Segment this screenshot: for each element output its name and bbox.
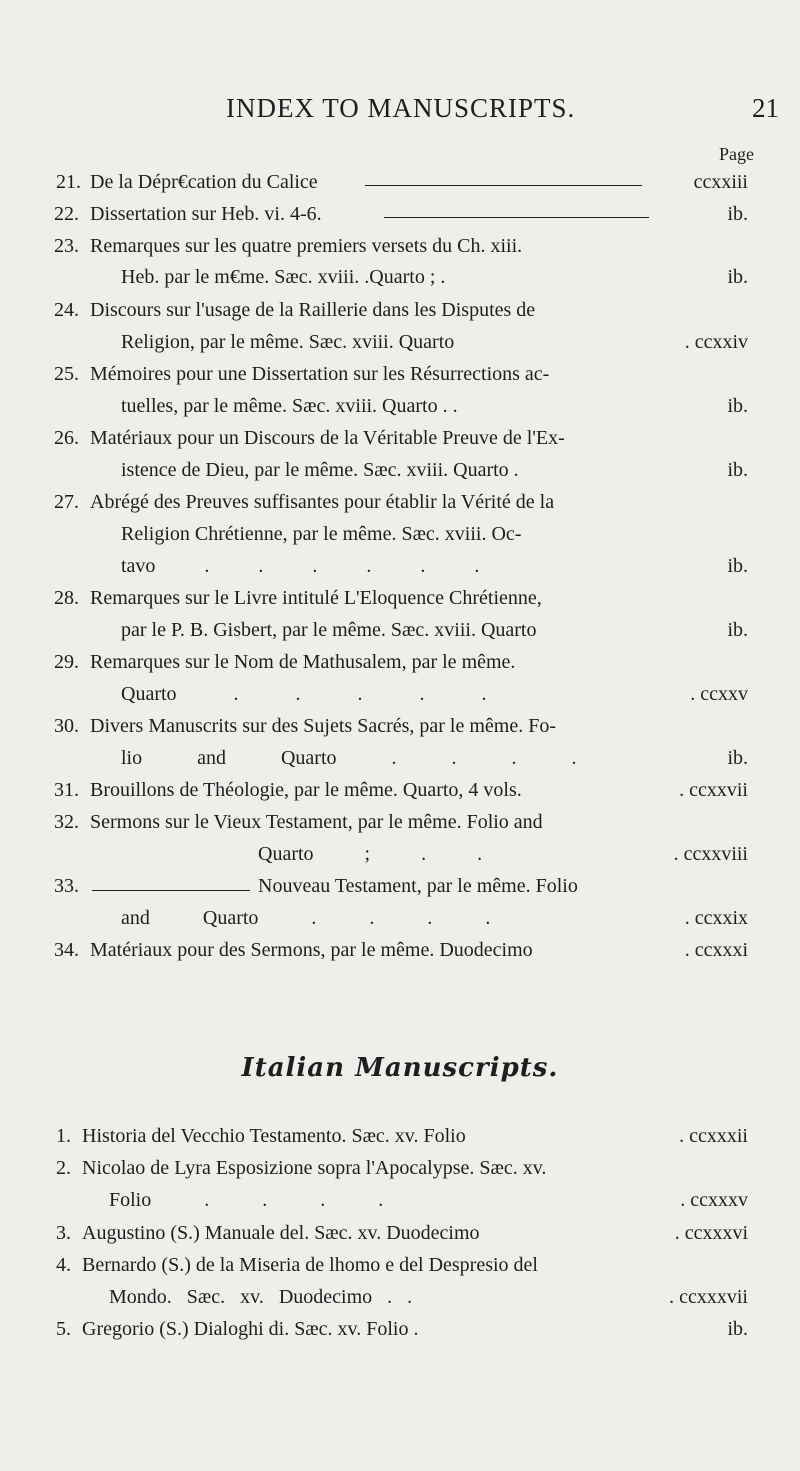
entry-text: lio and Quarto . . . . bbox=[121, 747, 577, 769]
entry-number: 29. bbox=[54, 651, 79, 673]
entry-text: Brouillons de Théologie, par le même. Quarto, 4 vols. bbox=[90, 779, 522, 801]
index-entry bbox=[0, 587, 800, 617]
entry-page: ib. bbox=[727, 395, 748, 417]
entry-text: par le P. B. Gisbert, par le même. Sæc. xviii. Quarto bbox=[121, 619, 537, 641]
entry-page: ib. bbox=[727, 1318, 748, 1340]
entry-page: . ccxxiv bbox=[684, 331, 748, 353]
index-entry-continuation bbox=[0, 907, 800, 937]
entry-text: Religion, par le même. Sæc. xviii. Quarto bbox=[121, 331, 455, 353]
entry-page: ib. bbox=[727, 266, 748, 288]
index-entry bbox=[0, 811, 800, 841]
index-entry bbox=[0, 299, 800, 329]
entry-number: 27. bbox=[54, 491, 79, 513]
entry-text: Matériaux pour un Discours de la Véritable Preuve de l'Ex- bbox=[90, 427, 565, 449]
entry-page: ib. bbox=[727, 619, 748, 641]
entry-text: Divers Manuscrits sur des Sujets Sacrés, par le même. Fo- bbox=[90, 715, 557, 737]
entry-text: tuelles, par le même. Sæc. xviii. Quarto . . bbox=[121, 395, 458, 417]
index-entry-continuation bbox=[0, 395, 800, 425]
index-entry-continuation bbox=[0, 1286, 800, 1316]
entry-text: Remarques sur le Nom de Mathusalem, par le même. bbox=[90, 651, 516, 673]
entry-number: 21. bbox=[56, 171, 81, 193]
entry-text: Heb. par le m€me. Sæc. xviii. .Quarto ; . bbox=[121, 266, 446, 288]
entry-page: . ccxxxvi bbox=[674, 1222, 748, 1244]
entry-number: 33. bbox=[54, 875, 79, 897]
entry-text: Abrégé des Preuves suffisantes pour établir la Vérité de la bbox=[90, 491, 555, 513]
index-entry bbox=[0, 939, 800, 969]
entry-text: Augustino (S.) Manuale del. Sæc. xv. Duodecimo bbox=[82, 1222, 480, 1244]
entry-text: Nicolao de Lyra Esposizione sopra l'Apocalypse. Sæc. xv. bbox=[82, 1157, 547, 1179]
entry-page: ib. bbox=[727, 203, 748, 225]
entry-number: 22. bbox=[54, 203, 79, 225]
index-entry bbox=[0, 651, 800, 681]
entry-text: Mondo. Sæc. xv. Duodecimo . . bbox=[109, 1286, 413, 1308]
entry-text: De la Dépr€cation du Calice bbox=[90, 171, 318, 193]
page-title: INDEX TO MANUSCRIPTS. bbox=[226, 93, 576, 123]
section-heading: Italian Manuscripts. bbox=[241, 1053, 559, 1083]
entry-page: ib. bbox=[727, 555, 748, 577]
index-entry bbox=[0, 1254, 800, 1284]
leader-rule bbox=[384, 217, 649, 218]
entry-number: 28. bbox=[54, 587, 79, 609]
index-entry-continuation bbox=[0, 459, 800, 489]
entry-number: 4. bbox=[56, 1254, 71, 1276]
index-entry-continuation bbox=[0, 331, 800, 361]
entry-text: Matériaux pour des Sermons, par le même. Duodecimo bbox=[90, 939, 533, 961]
entry-number: 31. bbox=[54, 779, 79, 801]
index-entry bbox=[0, 427, 800, 457]
index-entry bbox=[0, 779, 800, 809]
page-column-label: Page bbox=[719, 144, 754, 164]
entry-page: . ccxxxi bbox=[684, 939, 748, 961]
entry-page: . ccxxv bbox=[690, 683, 748, 705]
entry-text: Remarques sur le Livre intitulé L'Eloquence Chrétienne, bbox=[90, 587, 542, 609]
entry-page: . ccxxxv bbox=[680, 1189, 748, 1211]
index-entry bbox=[0, 491, 800, 521]
index-entry bbox=[0, 1157, 800, 1187]
entry-text: Sermons sur le Vieux Testament, par le même. Folio and bbox=[90, 811, 543, 833]
leader-rule bbox=[92, 890, 250, 891]
entry-number: 23. bbox=[54, 235, 79, 257]
entry-number: 25. bbox=[54, 363, 79, 385]
entry-text: tavo . . . . . . bbox=[121, 555, 480, 577]
page-number: 21 bbox=[752, 93, 779, 123]
entry-text: and Quarto . . . . bbox=[121, 907, 491, 929]
entry-number: 5. bbox=[56, 1318, 71, 1340]
entry-number: 34. bbox=[54, 939, 79, 961]
entry-number: 32. bbox=[54, 811, 79, 833]
entry-text: Folio . . . . bbox=[109, 1189, 384, 1211]
entry-number: 2. bbox=[56, 1157, 71, 1179]
entry-text: Dissertation sur Heb. vi. 4-6. bbox=[90, 203, 322, 225]
entry-page: . ccxxix bbox=[684, 907, 748, 929]
entry-text: Bernardo (S.) de la Miseria de lhomo e del Despresio del bbox=[82, 1254, 538, 1276]
entry-page: ib. bbox=[727, 459, 748, 481]
entry-page: ccxxiii bbox=[693, 171, 748, 193]
entry-text: Quarto . . . . . bbox=[121, 683, 487, 705]
index-entry bbox=[0, 715, 800, 745]
entry-text: Religion Chrétienne, par le même. Sæc. xviii. Oc- bbox=[121, 523, 522, 545]
index-entry-continuation bbox=[0, 523, 800, 553]
index-entry-continuation bbox=[0, 747, 800, 777]
index-entry bbox=[0, 1222, 800, 1252]
entry-page: . ccxxvii bbox=[679, 779, 748, 801]
entry-number: 24. bbox=[54, 299, 79, 321]
entry-text: Quarto ; . . bbox=[258, 843, 483, 865]
entry-number: 1. bbox=[56, 1125, 71, 1147]
index-entry-continuation bbox=[0, 843, 800, 873]
index-entry-continuation bbox=[0, 683, 800, 713]
index-entry-continuation bbox=[0, 619, 800, 649]
entry-text: istence de Dieu, par le même. Sæc. xviii. Quarto . bbox=[121, 459, 519, 481]
leader-rule bbox=[365, 185, 642, 186]
index-entry-continuation bbox=[0, 1189, 800, 1219]
running-header bbox=[0, 93, 800, 133]
index-entry bbox=[0, 235, 800, 265]
entry-text: Nouveau Testament, par le même. Folio bbox=[258, 875, 578, 897]
index-entry-continuation bbox=[0, 555, 800, 585]
index-entry bbox=[0, 1318, 800, 1348]
entry-page: ib. bbox=[727, 747, 748, 769]
entry-number: 3. bbox=[56, 1222, 71, 1244]
entry-text: Discours sur l'usage de la Raillerie dans les Disputes de bbox=[90, 299, 536, 321]
index-entry bbox=[0, 1125, 800, 1155]
index-entry-continuation bbox=[0, 266, 800, 296]
entry-text: Remarques sur les quatre premiers versets du Ch. xiii. bbox=[90, 235, 523, 257]
entry-number: 26. bbox=[54, 427, 79, 449]
index-entry bbox=[0, 875, 800, 905]
entry-page: . ccxxxvii bbox=[669, 1286, 748, 1308]
entry-text: Historia del Vecchio Testamento. Sæc. xv. Folio bbox=[82, 1125, 466, 1147]
index-entry bbox=[0, 203, 800, 233]
entry-page: . ccxxviii bbox=[673, 843, 748, 865]
entry-text: Gregorio (S.) Dialoghi di. Sæc. xv. Folio . bbox=[82, 1318, 419, 1340]
entry-page: . ccxxxii bbox=[679, 1125, 748, 1147]
entry-number: 30. bbox=[54, 715, 79, 737]
index-entry bbox=[0, 171, 800, 201]
entry-text: Mémoires pour une Dissertation sur les Résurrections ac- bbox=[90, 363, 550, 385]
index-entry bbox=[0, 363, 800, 393]
